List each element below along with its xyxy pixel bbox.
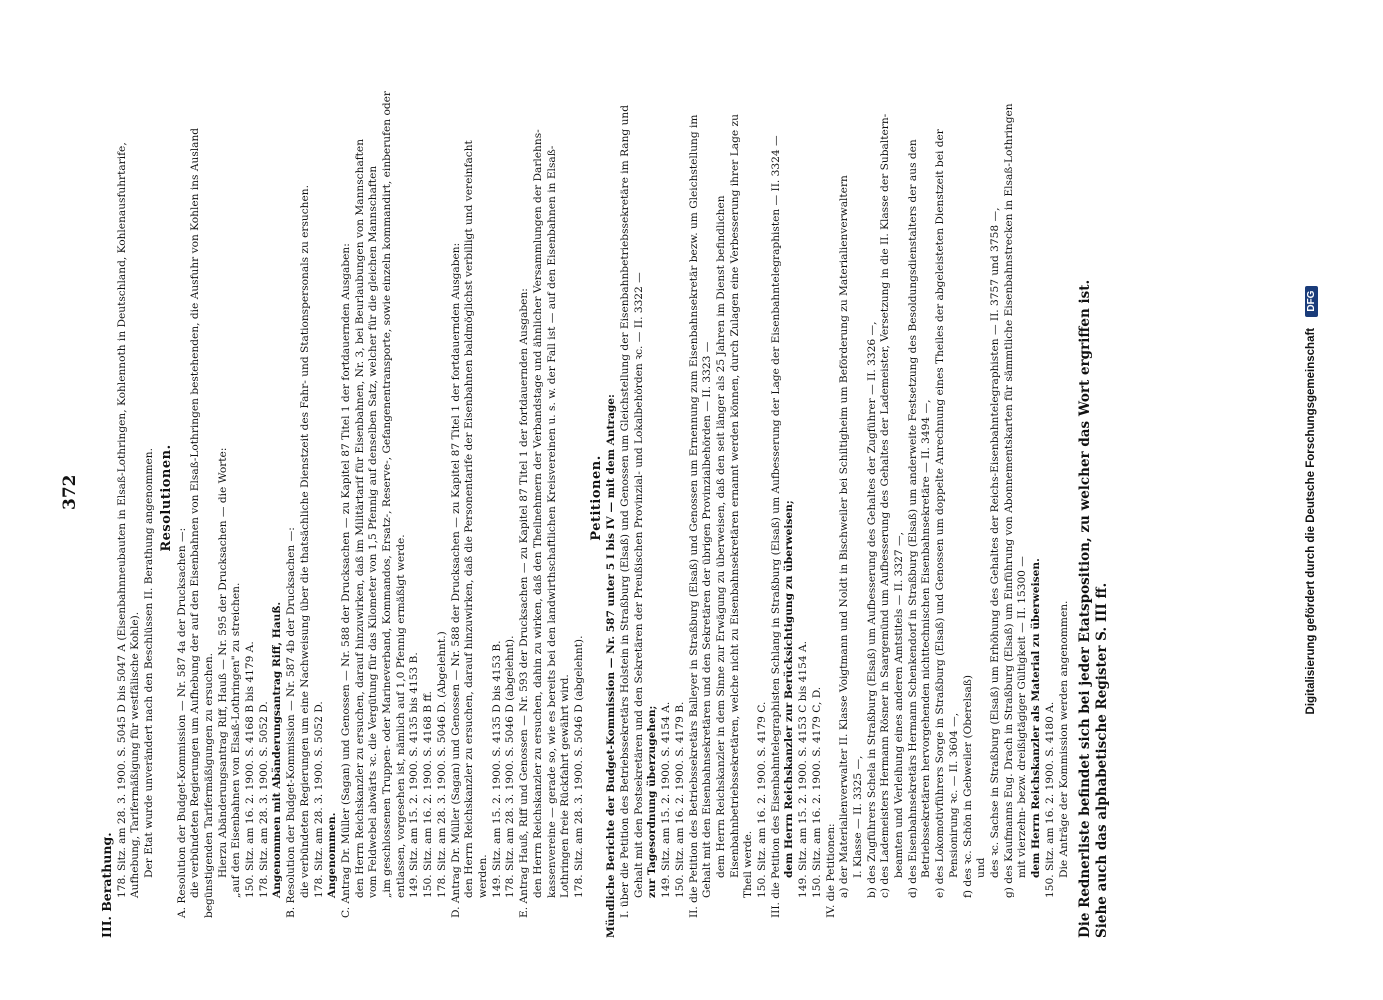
section-heading-petitionen: Petitionen. <box>588 455 604 541</box>
resolution-e-line: Lothringen freie Rückfahrt gewährt wird. <box>559 674 572 898</box>
petition-iii-line: 150. Sitz. am 16. 2. 1900. S. 4179 C, D. <box>810 686 823 898</box>
resolution-c-line: 178. Sitz. am 28. 3. 1900. S. 5046 D. (Abgelehnt.) <box>435 631 448 898</box>
resolution-a-result: Angenommen mit Abänderungsantrag Riff, Hauß. <box>271 601 284 898</box>
resolution-d-line: 178. Sitz. am 28. 3. 1900. S. 5046 D (abgelehnt). <box>504 635 517 898</box>
petitionen-intro: Mündliche Berichte der Budget-Kommission — Nr. 587 unter 5 I bis IV — mit dem Antrage: <box>605 394 618 938</box>
resolution-e-line: E. Antrag Hauß, Riff und Genossen — Nr. 593 der Drucksachen — zu Kapitel 87 Titel 1 der fortdauernden Ausgaben: <box>518 288 531 918</box>
petition-iv-ref: 150. Sitz. am 16. 2. 1900. S. 4180 A. <box>1043 701 1056 898</box>
petition-iii-line: dem Herrn Reichskanzler zur Berücksichtigung zu überweisen; <box>783 500 796 878</box>
resolution-d-line: werden. <box>476 854 489 898</box>
petition-ii-line: Gehalt mit den Eisenbahnsekretären und den Sekretären der übrigen Provinzialbehörden — II. 3323 — <box>701 341 714 898</box>
digitization-footer <box>1305 0 1318 1000</box>
petition-iv-line: Betriebssekretären hervorgehenden nichttechnischen Eisenbahnsekretäre — II. 3494 —, <box>920 399 933 878</box>
footer-text: Digitalisierung gefördert durch die Deutsche Forschungsgemeinschaft <box>1305 327 1317 715</box>
text-line: 178. Sitz. am 28. 3. 1900. S. 5045 D bis 5047 A (Eisenbahnneubauten in Elsaß-Lothringen, Kohlennoth in Deutschland, Kohlenausfuhrtarife, <box>115 142 128 898</box>
dfg-logo: DFG <box>1305 286 1318 317</box>
petition-iii-line: 149. Sitz. am 15. 2. 1900. S. 4153 C bis 4154 A. <box>797 640 810 898</box>
main-column <box>100 58 1111 938</box>
closing-note-register: Siehe auch das alphabetische Register S. III ff. <box>1094 582 1111 938</box>
resolution-e-line: kassenvereine — gerade so, wie es bereits bei den landwirthschaftlichen Kreisvereinen u. s. w. der Fall ist — auf den Eisenbahnen in Elsaß- <box>545 145 558 898</box>
closing-note-rednerliste: Die Rednerliste befindet sich bei jeder Etatsposition, zu welcher das Wort ergriffen ist. <box>1077 279 1094 938</box>
petition-iv-line: beamten und Verleihung eines anderen Amtstitels — II. 3327 —, <box>893 532 906 878</box>
resolution-c-line: 150. Sitz. am 16. 2. 1900. S. 4168 B ff. <box>422 691 435 898</box>
resolution-a-line: die verbündeten Regierungen um Aufhebung der auf den Eisenbahnen von Elsaß-Lothringen bestehenden, die Ausfuhr von Kohlen ins Ausland <box>189 127 202 898</box>
section-heading-berathung: III. Berathung. <box>99 832 114 938</box>
resolution-a-line: Hierzu Abänderungsantrag Riff, Hauß — Nr. 595 der Drucksachen — die Worte: <box>216 447 229 878</box>
resolution-e-line: 178. Sitz. am 28. 3. 1900. S. 5046 D (abgelehnt). <box>572 635 585 898</box>
petition-iv-line: mit vierzehn- bezw. dreißigtägiger Gültigkeit — II. 15300 — <box>1016 556 1029 878</box>
text-line: Der Etat wurde unverändert nach den Beschlüssen II. Berathung angenommen. <box>143 448 156 878</box>
resolution-c-line: den Herrn Reichskanzler zu ersuchen, darauf hinzuwirken, daß im Militärtarif für Eisenbahnen, Nr. 3, bei Beurlaubungen von Mannschaften <box>353 138 366 898</box>
resolution-d-line: den Herrn Reichskanzler zu ersuchen, darauf hinzuwirken, daß die Personentarife der Eisenbahnen baldmöglichst verbilligt und vereinfacht <box>463 140 476 898</box>
petition-iv-line: I. Klasse — II. 3325 —, <box>851 755 864 878</box>
petition-iv-result: dem Herrn Reichskanzler als Material zu überweisen. <box>1030 558 1043 878</box>
text-line: Aufhebung, Tarifermäßigung für westfälische Kohle). <box>129 611 142 898</box>
petition-iv-line: und <box>975 857 988 878</box>
petition-iv-line: Pensionirung ꝛc. — II. 3604 —, <box>947 712 960 878</box>
petition-ii-line: 150. Sitz. am 16. 2. 1900. S. 4179 C. <box>756 701 769 898</box>
petition-iv-line: b) des Zugführers Schela in Straßburg (Elsaß) um Aufbesserung des Gehaltes der Zugführer — II. 3326 —, <box>865 321 878 898</box>
resolution-d-line: 149. Sitz. am 15. 2. 1900. S. 4135 D bis 4153 B. <box>490 640 503 898</box>
petition-i-ref: 150. Sitz. am 16. 2. 1900. S. 4179 B. <box>673 701 686 898</box>
petition-iv-line: c) des Lademeisters Hermann Rösner in Saargemünd um Aufbesserung des Gehaltes der Lademeister, Versetzung in die II. Klasse der Subaltern- <box>879 113 892 898</box>
petition-iv-line: des ꝛc. Sachse in Straßburg (Elsaß) um Erhöhung des Gehaltes der Reichs-Eisenbahntelegraphisten — II. 3757 und 3758 —, <box>989 207 1001 878</box>
resolution-a-line: A. Resolution der Budget-Kommission — Nr. 587 4a der Drucksachen —: <box>175 527 188 918</box>
petition-iv-intro: IV. die Petitionen: <box>824 823 837 918</box>
petition-iii-line: III. die Petition des Eisenbahntelegraphisten Schlang in Straßburg (Elsaß) um Aufbesserung der Lage der Eisenbahntelegraphisten — II. 3324 — <box>769 135 782 918</box>
petition-iv-line: g) des Kaufmanns Eug. Drach in Straßburg (Elsaß) um Einführung von Abonnementskarten für sämmtliche Eisenbahnstrecken in Elsaß-Lothringen <box>1002 103 1015 898</box>
petition-ii-line: Eisenbahnbetriebssekretären, welche nicht zu Eisenbahnsekretären ernannt werden können, durch Zulagen eine Verbesserung ihrer Lage zu <box>728 114 741 878</box>
resolution-b-result: Angenommen. <box>326 812 339 898</box>
petition-i-line: I. über die Petition des Betriebssekretärs Holstein in Straßburg (Elsaß) und Genossen um Gleichstellung der Eisenbahnbetriebssekretäre im Rang und <box>619 105 632 918</box>
petition-iv-line: e) des Lokomotivführers Sorge in Straßburg (Elsaß) und Genossen um doppelte Anrechnung eines Theiles der abgeleisteten Dienstzeit bei der <box>934 129 947 898</box>
resolution-a-line: „auf den Eisenbahnen von Elsaß-Lothringen" zu streichen. <box>230 582 243 898</box>
petition-iv-line: a) der Materialienverwalter II. Klasse Voigtmann und Noldt in Bischweiler bei Schiltigheim um Beförderung zu Materialienverwaltern <box>838 175 851 898</box>
resolution-c-line: 149. Sitz. am 15. 2. 1900. S. 4135 bis 4153 B. <box>408 652 421 898</box>
petition-ii-line: II. die Petition des Betriebssekretärs Balleyer in Straßburg (Elsaß) und Genossen um Ernennung zum Eisenbahnsekretär bezw. um Gleichstellung im <box>687 114 700 918</box>
resolution-c-line: entlassen, vorgesehen ist, nämlich auf 1,0 Pfennig ermäßigt werde. <box>394 534 407 898</box>
resolution-c-line: „im geschlossenen Truppen- oder Marineverband, Kommandos, Ersatz-, Reserve-, Gefangenentransporte, sowie einzeln kommandirt, einberufen oder <box>381 91 394 898</box>
page-number: 372 <box>60 474 80 510</box>
resolution-b-line: 178. Sitz. am 28. 3. 1900. S. 5052 D. <box>312 701 325 898</box>
petition-i-ref: 149. Sitz. am 15. 2. 1900. S. 4154 A. <box>660 701 673 898</box>
petition-iv-line: f) des ꝛc. Schön in Gebweiler (Oberelsaß) <box>961 674 974 898</box>
resolution-e-line: den Herrn Reichskanzler zu ersuchen, dahin zu wirken, daß den Theilnehmern der Verbandstage und ähnlicher Versammlungen der Darlehns- <box>531 129 544 898</box>
petition-iv-line: d) des Eisenbahnsekretärs Hermann Schenkendorf in Straßburg (Elsaß) um anderweite Festsetzung des Besoldungsdienstalters der aus den <box>906 139 919 898</box>
resolution-a-line: 178. Sitz. am 28. 3. 1900. S. 5052 D. <box>257 701 270 898</box>
section-heading-resolutionen: Resolutionen. <box>158 444 174 552</box>
resolution-a-line: 150. Sitz. am 16. 2. 1900. S. 4168 B bis 4179 A. <box>244 641 257 898</box>
petition-i-result: zur Tagesordnung überzugehen; <box>646 705 659 898</box>
resolution-b-line: B. Resolution der Budget-Kommission — Nr. 587 4b der Drucksachen —: <box>285 527 298 918</box>
petition-iv-ref: Die Anträge der Kommission werden angenommen. <box>1057 600 1070 878</box>
petition-ii-line: Theil werde. <box>742 830 755 898</box>
resolution-c-line: C. Antrag Dr. Müller (Sagan) und Genossen — Nr. 588 der Drucksachen — zu Kapitel 87 Titel 1 der fortdauernden Ausgaben: <box>339 243 352 918</box>
petition-ii-line: dem Herrn Reichskanzler in dem Sinne zur Erwägung zu überweisen, daß den seit länger als 25 Jahren im Dienst befindlichen <box>714 195 727 878</box>
resolution-a-line: begünstigenden Tarifermäßigungen zu ersuchen. <box>202 652 215 918</box>
resolution-b-line: die verbündeten Regierungen um eine Nachweisung über die thatsächliche Dienstzeit des Fahr- und Stationspersonals zu ersuchen. <box>298 185 311 898</box>
resolution-d-line: D. Antrag Dr. Müller (Sagan) und Genossen — Nr. 588 der Drucksachen — zu Kapitel 87 Titel 1 der fortdauernden Ausgaben: <box>449 242 462 918</box>
petition-i-line: Gehalt mit den Postsekretären und den Sekretären der Preußischen Provinzial- und Lokalbehörden ꝛc. — II. 3322 — <box>632 272 645 898</box>
resolution-c-line: vom Feldwebel abwärts ꝛc. die Vergütung für das Kilometer von 1,5 Pfennig auf denselben Satz, welcher für die gleichen Mannschaften <box>367 165 380 898</box>
